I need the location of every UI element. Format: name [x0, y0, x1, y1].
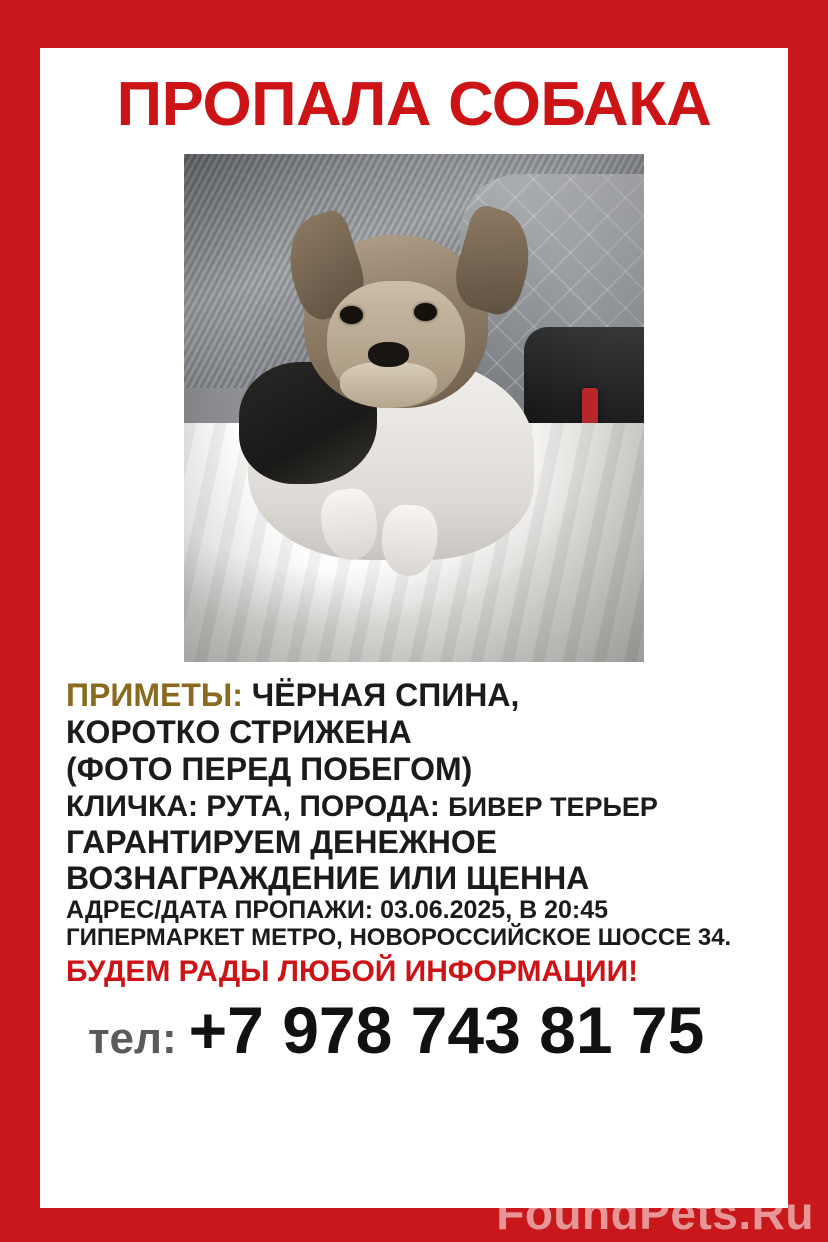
name-breed-line	[66, 790, 762, 823]
phone-number[interactable]: +7 978 743 81 75	[188, 992, 705, 1067]
marks-label: ПРИМЕТЫ:	[66, 677, 243, 713]
address-place-line: ГИПЕРМАРКЕТ МЕТРО, НОВОРОССИЙСКОЕ ШОССЕ 34.	[66, 924, 732, 952]
marks-line-2: КОРОТКО СТРИЖЕНА	[66, 714, 412, 751]
address-date-line: АДРЕС/ДАТА ПРОПАЖИ: 03.06.2025, В 20:45	[66, 895, 609, 924]
reward-line-2: ВОЗНАГРАЖДЕНИЕ ИЛИ ЩЕННА	[66, 859, 590, 896]
marks-line-3: (ФОТО ПЕРЕД ПОБЕГОМ)	[66, 751, 473, 788]
marks-line	[66, 678, 762, 713]
phone-label: тел:	[88, 1013, 177, 1063]
glad-for-info-line: БУДЕМ РАДЫ ЛЮБОЙ ИНФОРМАЦИИ!	[66, 954, 639, 988]
lost-dog-poster	[40, 48, 788, 1208]
page-title: ПРОПАЛА СОБАКА	[116, 70, 712, 139]
details-block	[40, 662, 788, 1068]
reward-line-1: ГАРАНТИРУЕМ ДЕНЕЖНОЕ	[66, 823, 498, 860]
photo-vignette	[184, 154, 644, 662]
breed-value: БИВЕР ТЕРЬЕР	[448, 791, 658, 822]
phone-row[interactable]	[66, 990, 762, 1068]
watermark: FoundPets.Ru	[496, 1187, 814, 1239]
dog-photo	[184, 154, 644, 662]
marks-value: ЧЁРНАЯ СПИНА,	[251, 677, 520, 713]
name-breed-label: КЛИЧКА: РУТА, ПОРОДА:	[66, 789, 449, 823]
